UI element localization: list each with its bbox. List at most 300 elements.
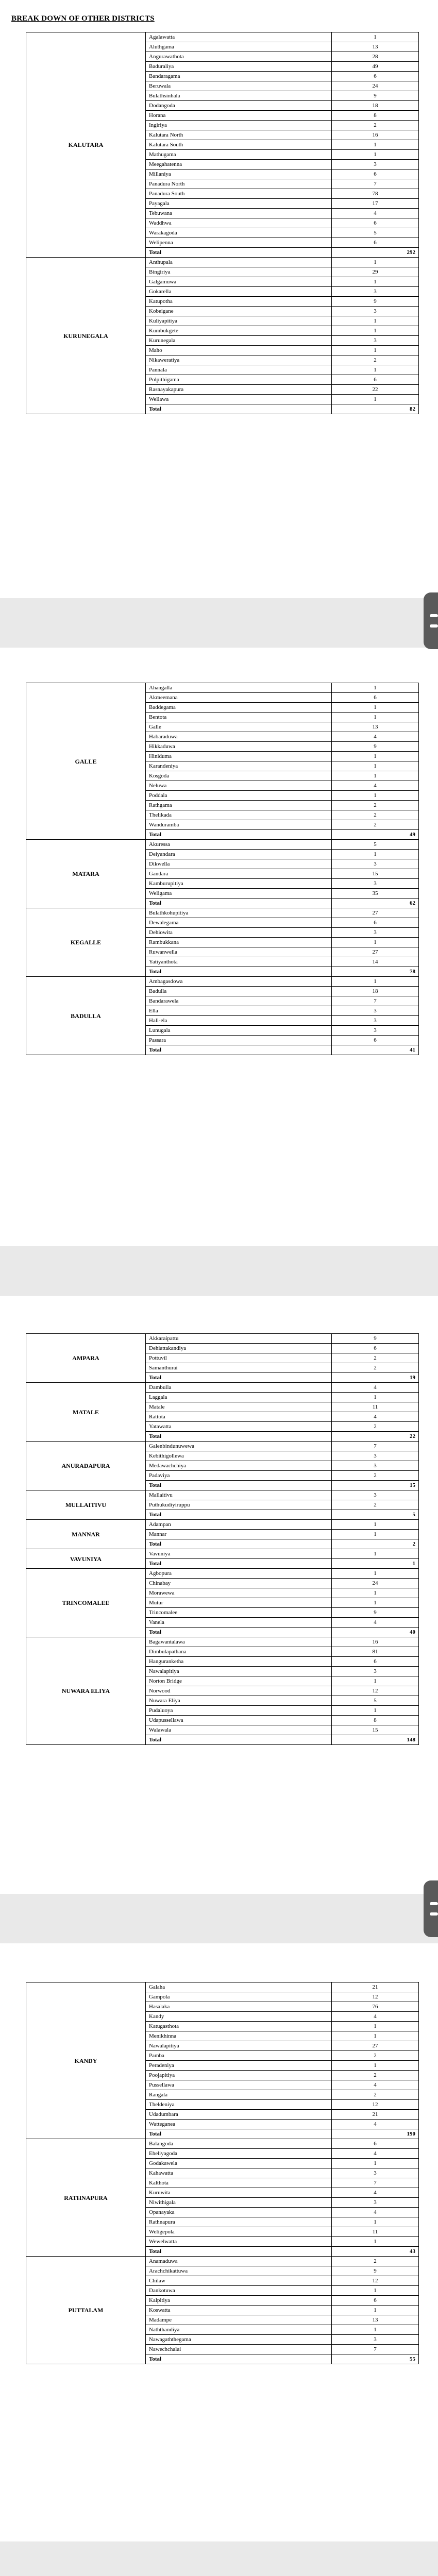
area-count: 4 [332,2188,419,2198]
area-count: 3 [332,307,419,316]
area-name: Opanayaka [146,2208,332,2217]
area-name: Dambulla [146,1383,332,1393]
area-count: 3 [332,1006,419,1016]
area-name: Chinabay [146,1579,332,1588]
area-count: 11 [332,2227,419,2237]
area-name: Hanguranketha [146,1657,332,1667]
area-name: Kebithigollewa [146,1451,332,1461]
area-count: 8 [332,111,419,121]
area-count: 1 [332,2325,419,2335]
area-count: 2 [332,2051,419,2061]
total-label: Total [146,248,332,258]
area-count: 1 [332,2159,419,2168]
area-name: Polpithigama [146,375,332,385]
area-name: Laggala [146,1393,332,1402]
area-name: Kamburupitiya [146,879,332,889]
area-count: 13 [332,2315,419,2325]
area-name: Rathgama [146,801,332,810]
area-name: Warakagoda [146,228,332,238]
district-breakdown-table [26,683,419,1055]
area-count: 4 [332,2120,419,2129]
district-total-value: 78 [332,967,419,977]
area-name: Akuressa [146,840,332,850]
district-total-value: 49 [332,830,419,840]
area-count: 9 [332,91,419,101]
area-name: Menikhinna [146,2031,332,2041]
area-name: Matale [146,1402,332,1412]
area-name: Nawalapitiya [146,2041,332,2051]
area-count: 9 [332,297,419,307]
area-name: Tebuwana [146,209,332,218]
area-count: 2 [332,1363,419,1373]
area-count: 5 [332,840,419,850]
total-label: Total [146,830,332,840]
area-count: 3 [332,1461,419,1471]
table-row [26,2257,419,2266]
area-count: 1 [332,977,419,987]
area-name: Puthukudiyiruppu [146,1500,332,1510]
area-name: Galgamuwa [146,277,332,287]
area-name: Kalutara South [146,140,332,150]
area-name: Pussellawa [146,2080,332,2090]
district-name: MATALE [26,1383,146,1442]
area-name: Kosgoda [146,771,332,781]
area-name: Hiniduma [146,752,332,761]
district-name: ANURADAPURA [26,1442,146,1490]
area-name: Kalthota [146,2178,332,2188]
area-count: 21 [332,1982,419,1992]
area-count: 2 [332,1422,419,1432]
area-count: 1 [332,938,419,947]
area-name: Ruwanwella [146,947,332,957]
district-name: MATARA [26,840,146,908]
area-count: 4 [332,2080,419,2090]
area-name: Poojapitiya [146,2071,332,2080]
area-count: 1 [332,277,419,287]
area-name: Mutur [146,1598,332,1608]
area-count: 6 [332,1657,419,1667]
area-name: Dankotuwa [146,2286,332,2296]
area-count: 27 [332,2041,419,2051]
area-count: 18 [332,101,419,111]
table-row [26,1549,419,1559]
area-name: Katugasthota [146,2022,332,2031]
area-name: Godakawela [146,2159,332,2168]
area-name: Horana [146,111,332,121]
area-name: Adampan [146,1520,332,1530]
table-row [26,1520,419,1530]
total-label: Total [146,1045,332,1055]
area-name: Kahawatta [146,2168,332,2178]
page-separator [0,1246,438,1296]
area-name: Madampe [146,2315,332,2325]
area-name: Gampola [146,1992,332,2002]
area-name: Pottuvil [146,1353,332,1363]
area-count: 1 [332,258,419,267]
area-count: 3 [332,859,419,869]
area-count: 1 [332,2031,419,2041]
total-label: Total [146,1735,332,1745]
area-name: Kalpitiya [146,2296,332,2306]
table-row [26,1334,419,1344]
area-count: 2 [332,2257,419,2266]
area-count: 16 [332,1637,419,1647]
area-name: Rattota [146,1412,332,1422]
area-count: 6 [332,1036,419,1045]
area-name: Udadumbara [146,2110,332,2120]
area-count: 21 [332,2110,419,2120]
side-panel-toggle-icon[interactable] [424,1880,438,1937]
area-count: 27 [332,908,419,918]
area-count: 7 [332,996,419,1006]
area-count: 3 [332,879,419,889]
area-count: 2 [332,810,419,820]
area-name: Mannar [146,1530,332,1539]
area-name: Naththandiya [146,2325,332,2335]
total-label: Total [146,1559,332,1569]
area-name: Bandaragama [146,72,332,81]
area-name: Baddegama [146,703,332,713]
area-count: 15 [332,1725,419,1735]
area-count: 6 [332,218,419,228]
area-count: 7 [332,2178,419,2188]
area-count: 9 [332,1608,419,1618]
district-name: KURUNEGALA [26,258,146,414]
area-count: 1 [332,1676,419,1686]
document-page [0,1296,438,1894]
area-name: Weligama [146,889,332,899]
area-count: 6 [332,238,419,248]
total-label: Total [146,899,332,908]
district-name: RATHNAPURA [26,2139,146,2257]
area-count: 17 [332,199,419,209]
area-count: 3 [332,2335,419,2345]
area-count: 1 [332,2237,419,2247]
area-count: 7 [332,1442,419,1451]
district-total-value: 19 [332,1373,419,1383]
area-count: 1 [332,791,419,801]
district-total-value: 40 [332,1628,419,1637]
table-row [26,1442,419,1451]
area-name: Poddala [146,791,332,801]
area-count: 16 [332,130,419,140]
area-count: 1 [332,1549,419,1559]
area-name: Millaniya [146,170,332,179]
area-count: 3 [332,287,419,297]
page-separator [0,598,438,648]
total-label: Total [146,1432,332,1442]
area-name: Hasalaka [146,2002,332,2012]
area-count: 12 [332,2100,419,2110]
total-label: Total [146,1373,332,1383]
table-row [26,2139,419,2149]
side-panel-toggle-icon[interactable] [424,592,438,649]
area-name: Theldeniya [146,2100,332,2110]
area-count: 3 [332,2168,419,2178]
district-total-value: 82 [332,404,419,414]
area-count: 6 [332,2139,419,2149]
table-row [26,258,419,267]
area-count: 1 [332,2306,419,2315]
area-count: 1 [332,2022,419,2031]
area-name: Kandy [146,2012,332,2022]
area-count: 6 [332,918,419,928]
area-name: Mathugama [146,150,332,160]
area-name: Akkaraipattu [146,1334,332,1344]
table-row [26,1637,419,1647]
area-name: Maho [146,346,332,355]
area-count: 3 [332,160,419,170]
area-count: 1 [332,850,419,859]
area-name: Katupotha [146,297,332,307]
area-name: Dehiattakandiya [146,1344,332,1353]
area-count: 24 [332,1579,419,1588]
area-name: Bandarawela [146,996,332,1006]
area-name: Lunugala [146,1026,332,1036]
table-row [26,840,419,850]
total-label: Total [146,1628,332,1637]
area-count: 6 [332,375,419,385]
area-name: Passara [146,1036,332,1045]
area-count: 1 [332,150,419,160]
area-name: Agalawatta [146,32,332,42]
area-count: 1 [332,1393,419,1402]
area-count: 1 [332,752,419,761]
area-count: 1 [332,346,419,355]
area-name: Nawalapitiya [146,1667,332,1676]
area-count: 1 [332,316,419,326]
area-name: Neluwa [146,781,332,791]
area-name: Waddhwa [146,218,332,228]
area-name: Yatiyanthota [146,957,332,967]
total-label: Total [146,404,332,414]
district-name: KEGALLE [26,908,146,977]
area-count: 28 [332,52,419,62]
area-name: Karandeniya [146,761,332,771]
area-name: Beruwala [146,81,332,91]
area-name: Morawewa [146,1588,332,1598]
area-count: 7 [332,179,419,189]
area-count: 27 [332,947,419,957]
area-name: Nuwara Eliya [146,1696,332,1706]
area-name: Anamaduwa [146,2257,332,2266]
area-count: 4 [332,732,419,742]
document-page [0,648,438,1246]
table-row [26,683,419,693]
area-count: 5 [332,1696,419,1706]
area-count: 4 [332,2208,419,2217]
district-total-value: 1 [332,1559,419,1569]
area-count: 4 [332,2012,419,2022]
table-row [26,1982,419,1992]
area-count: 3 [332,1490,419,1500]
area-name: Yatawatta [146,1422,332,1432]
area-name: Wanduramba [146,820,332,830]
area-count: 13 [332,42,419,52]
page-heading: BREAK DOWN OF OTHER DISTRICTS [11,14,155,23]
district-total-value: 190 [332,2129,419,2139]
area-count: 35 [332,889,419,899]
area-name: Galenbindunuwewa [146,1442,332,1451]
area-count: 12 [332,1686,419,1696]
area-name: Panadura South [146,189,332,199]
area-count: 1 [332,713,419,722]
area-name: Nikaweratiya [146,355,332,365]
area-count: 7 [332,2345,419,2354]
area-name: Dimbulapathana [146,1647,332,1657]
area-name: Nawagaththegama [146,2335,332,2345]
area-count: 9 [332,742,419,752]
area-count: 2 [332,2071,419,2080]
area-count: 1 [332,1569,419,1579]
district-total-value: 62 [332,899,419,908]
area-name: Bulathsinhala [146,91,332,101]
total-label: Total [146,2129,332,2139]
area-name: Badulla [146,987,332,996]
area-name: Rasnayakapura [146,385,332,395]
area-count: 76 [332,2002,419,2012]
total-label: Total [146,1481,332,1490]
area-name: Anthupala [146,258,332,267]
area-name: Panadura North [146,179,332,189]
area-name: Galaha [146,1982,332,1992]
area-name: Norton Bridge [146,1676,332,1686]
area-count: 4 [332,2149,419,2159]
area-name: Vavuniya [146,1549,332,1559]
area-name: Weligepola [146,2227,332,2237]
area-count: 1 [332,703,419,713]
area-name: Bingiriya [146,267,332,277]
area-name: Bentota [146,713,332,722]
table-row [26,1383,419,1393]
area-name: Ahangalla [146,683,332,693]
table-row [26,32,419,42]
area-name: Koswatta [146,2306,332,2315]
area-count: 1 [332,326,419,336]
area-name: Bagawantalawa [146,1637,332,1647]
area-name: Hali-ela [146,1016,332,1026]
area-name: Dodangoda [146,101,332,111]
area-count: 2 [332,355,419,365]
area-count: 18 [332,987,419,996]
area-count: 1 [332,1520,419,1530]
area-count: 6 [332,693,419,703]
document-page [0,1943,438,2541]
area-name: Baduraliya [146,62,332,72]
district-total-value: 41 [332,1045,419,1055]
area-count: 1 [332,395,419,404]
area-count: 1 [332,1598,419,1608]
area-count: 4 [332,209,419,218]
area-count: 1 [332,1588,419,1598]
area-count: 15 [332,869,419,879]
area-count: 3 [332,1451,419,1461]
district-name: GALLE [26,683,146,840]
area-name: Gandara [146,869,332,879]
area-name: Wewelwatta [146,2237,332,2247]
area-name: Kuruwita [146,2188,332,2198]
area-count: 3 [332,1016,419,1026]
table-row [26,1569,419,1579]
area-count: 1 [332,2217,419,2227]
area-name: Ambagasdowa [146,977,332,987]
area-count: 2 [332,1353,419,1363]
area-count: 1 [332,365,419,375]
area-count: 1 [332,771,419,781]
area-count: 1 [332,761,419,771]
area-name: Ella [146,1006,332,1016]
district-name: NUWARA ELIYA [26,1637,146,1745]
area-count: 2 [332,820,419,830]
area-name: Rathnapura [146,2217,332,2227]
district-total-value: 148 [332,1735,419,1745]
area-name: Aluthgama [146,42,332,52]
area-name: Samanthurai [146,1363,332,1373]
area-count: 3 [332,2198,419,2208]
district-breakdown-table [26,1333,419,1745]
area-count: 78 [332,189,419,199]
area-name: Walawala [146,1725,332,1735]
area-name: Dikwella [146,859,332,869]
district-breakdown-table [26,1982,419,2364]
district-name: MANNAR [26,1520,146,1549]
area-name: Bulathkohupitiya [146,908,332,918]
area-name: Chilaw [146,2276,332,2286]
area-count: 24 [332,81,419,91]
area-name: Kumbukgete [146,326,332,336]
total-label: Total [146,2354,332,2364]
district-name: MULLAITIVU [26,1490,146,1520]
area-name: Agbopura [146,1569,332,1579]
area-name: Eheliyagoda [146,2149,332,2159]
area-name: Angurawathota [146,52,332,62]
area-count: 1 [332,32,419,42]
area-count: 1 [332,1530,419,1539]
area-count: 81 [332,1647,419,1657]
area-count: 4 [332,1412,419,1422]
area-count: 9 [332,1334,419,1344]
total-label: Total [146,967,332,977]
area-name: Pannala [146,365,332,375]
district-total-value: 43 [332,2247,419,2257]
district-name: AMPARA [26,1334,146,1383]
area-name: Udapussellawa [146,1716,332,1725]
area-count: 13 [332,722,419,732]
district-total-value: 15 [332,1481,419,1490]
district-total-value: 292 [332,248,419,258]
area-count: 4 [332,781,419,791]
area-count: 5 [332,228,419,238]
area-name: Watteganea [146,2120,332,2129]
area-count: 1 [332,1706,419,1716]
area-name: Payagala [146,199,332,209]
area-name: Welipenna [146,238,332,248]
district-breakdown-table [26,32,419,414]
area-count: 1 [332,140,419,150]
district-total-value: 2 [332,1539,419,1549]
area-name: Trincomalee [146,1608,332,1618]
area-count: 6 [332,2296,419,2306]
area-count: 2 [332,2090,419,2100]
area-name: Dehiowita [146,928,332,938]
area-name: Meegahatenna [146,160,332,170]
area-name: Padaviya [146,1471,332,1481]
area-name: Pamba [146,2051,332,2061]
page-separator [0,1894,438,1943]
district-total-value: 5 [332,1510,419,1520]
area-count: 3 [332,336,419,346]
area-name: Thelikada [146,810,332,820]
